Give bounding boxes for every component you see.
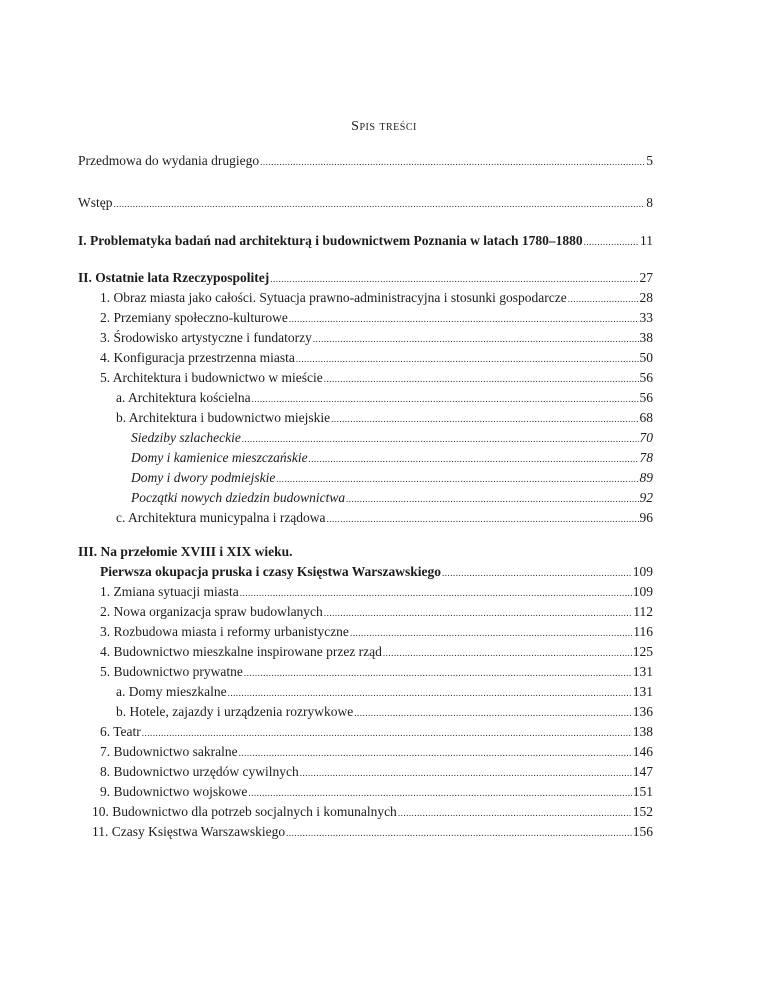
- entry-label: 4. Budownictwo mieszkalne inspirowane przez rząd: [100, 644, 382, 659]
- toc-entry[interactable]: [100, 288, 653, 308]
- entry-page: 56: [639, 390, 653, 405]
- toc-entry[interactable]: [100, 582, 653, 602]
- entry-page: 11: [640, 233, 653, 248]
- entry-label: a. Domy mieszkalne: [116, 684, 227, 699]
- entry-page: 56: [639, 370, 653, 385]
- toc-entry[interactable]: [100, 742, 653, 762]
- entry-page: 50: [639, 350, 653, 365]
- entry-label: 1. Obraz miasta jako całości. Sytuacja prawno-administracyjna i stosunki gospodarcze: [100, 290, 567, 305]
- dot-leader: [239, 743, 632, 763]
- entry-page: 136: [632, 704, 653, 719]
- entry-label: Siedziby szlacheckie: [131, 430, 241, 445]
- entry-page: 38: [639, 330, 653, 345]
- dot-leader: [252, 389, 639, 409]
- entry-page: 109: [632, 584, 653, 599]
- toc-entry[interactable]: [131, 468, 653, 488]
- entry-page: 112: [633, 604, 653, 619]
- entry-page: 68: [639, 410, 653, 425]
- entry-page: 131: [632, 664, 653, 679]
- entry-page: 151: [632, 784, 653, 799]
- entry-label: 3. Środowisko artystyczne i fundatorzy: [100, 330, 312, 345]
- dot-leader: [142, 723, 632, 743]
- toc-entry[interactable]: [116, 682, 653, 702]
- entry-page: 5: [646, 153, 653, 168]
- dot-leader: [398, 803, 632, 823]
- entry-label: I. Problematyka badań nad architekturą i budownictwem Poznania w latach 1780–1880: [78, 233, 583, 248]
- dot-leader: [383, 643, 632, 663]
- dot-leader: [244, 663, 632, 683]
- entry-page: 125: [632, 644, 653, 659]
- entry-label: a. Architektura kościelna: [116, 390, 251, 405]
- entry-label: b. Hotele, zajazdy i urządzenia rozrywkowe: [116, 704, 354, 719]
- toc-entry[interactable]: [100, 762, 653, 782]
- dot-leader: [331, 409, 638, 429]
- toc-entry[interactable]: [100, 328, 653, 348]
- entry-page: 138: [632, 724, 653, 739]
- entry-page: 89: [639, 470, 653, 485]
- dot-leader: [270, 269, 638, 289]
- toc-entry[interactable]: [100, 308, 653, 328]
- entry-label: b. Architektura i budownictwo miejskie: [116, 410, 331, 425]
- dot-leader: [442, 563, 632, 583]
- dot-leader: [248, 783, 631, 803]
- entry-page: 33: [639, 310, 653, 325]
- toc-entry[interactable]: [100, 348, 653, 368]
- dot-leader: [309, 449, 639, 469]
- chapter-3-heading: III. Na przełomie XVIII i XIX wieku.: [78, 544, 293, 559]
- toc-entry[interactable]: [100, 642, 653, 662]
- dot-leader: [114, 194, 646, 214]
- dot-leader: [327, 509, 639, 529]
- entry-page: 8: [646, 195, 653, 210]
- entry-page: 116: [633, 624, 653, 639]
- entry-label: 1. Zmiana sytuacji miasta: [100, 584, 239, 599]
- dot-leader: [242, 429, 639, 449]
- dot-leader: [228, 683, 632, 703]
- toc-entry[interactable]: [131, 488, 653, 508]
- entry-label: Przedmowa do wydania drugiego: [78, 153, 260, 168]
- toc-entry[interactable]: [100, 368, 653, 388]
- dot-leader: [296, 349, 639, 369]
- dot-leader: [300, 763, 632, 783]
- toc-entry[interactable]: [100, 662, 653, 682]
- entry-label: 2. Przemiany społeczno-kulturowe: [100, 310, 288, 325]
- entry-page: 27: [639, 270, 653, 285]
- dot-leader: [313, 329, 639, 349]
- dot-leader: [286, 823, 632, 843]
- entry-label: Wstęp: [78, 195, 113, 210]
- toc-entry-preface[interactable]: [78, 151, 653, 171]
- toc-entry[interactable]: [100, 782, 653, 802]
- entry-label: Początki nowych dziedzin budownictwa: [131, 490, 346, 505]
- dot-leader: [324, 603, 632, 623]
- toc-entry[interactable]: [131, 428, 653, 448]
- entry-label: 4. Konfiguracja przestrzenna miasta: [100, 350, 295, 365]
- entry-label: Domy i dwory podmiejskie: [131, 470, 276, 485]
- entry-page: 28: [639, 290, 653, 305]
- entry-label: 5. Budownictwo prywatne: [100, 664, 243, 679]
- entry-label: 3. Rozbudowa miasta i reformy urbanistyczne: [100, 624, 349, 639]
- dot-leader: [289, 309, 639, 329]
- entry-label: 10. Budownictwo dla potrzeb socjalnych i komunalnych: [92, 804, 397, 819]
- entry-page: 146: [632, 744, 653, 759]
- dot-leader: [324, 369, 639, 389]
- toc-entry-intro[interactable]: [78, 193, 653, 213]
- entry-label: 5. Architektura i budownictwo w mieście: [100, 370, 323, 385]
- entry-page: 70: [639, 430, 653, 445]
- toc-entry-chapter-2[interactable]: [78, 268, 653, 288]
- entry-label: c. Architektura municypalna i rządowa: [116, 510, 326, 525]
- dot-leader: [584, 232, 639, 252]
- toc-entry[interactable]: [92, 802, 653, 822]
- entry-page: 109: [632, 564, 653, 579]
- entry-page: 96: [639, 510, 653, 525]
- entry-page: 147: [632, 764, 653, 779]
- entry-page: 156: [632, 824, 653, 839]
- toc-entry-chapter-1[interactable]: [78, 231, 653, 251]
- dot-leader: [354, 703, 631, 723]
- dot-leader: [240, 583, 632, 603]
- toc-entry[interactable]: [131, 448, 653, 468]
- toc-entry-chapter-3[interactable]: [100, 562, 653, 582]
- toc-entry[interactable]: [116, 702, 653, 722]
- entry-label: 11. Czasy Księstwa Warszawskiego: [92, 824, 286, 839]
- entry-label: 7. Budownictwo sakralne: [100, 744, 238, 759]
- entry-label: 2. Nowa organizacja spraw budowlanych: [100, 604, 323, 619]
- toc-entry[interactable]: [100, 722, 653, 742]
- entry-page: 92: [639, 490, 653, 505]
- toc-entry[interactable]: [116, 408, 653, 428]
- entry-label: Domy i kamienice mieszczańskie: [131, 450, 308, 465]
- dot-leader: [350, 623, 632, 643]
- entry-page: 78: [639, 450, 653, 465]
- toc-entry[interactable]: [116, 388, 653, 408]
- entry-page: 152: [632, 804, 653, 819]
- entry-label: 6. Teatr: [100, 724, 141, 739]
- dot-leader: [260, 152, 645, 172]
- entry-page: 131: [632, 684, 653, 699]
- entry-label: 9. Budownictwo wojskowe: [100, 784, 248, 799]
- entry-label: Pierwsza okupacja pruska i czasy Księstwa Warszawskiego: [100, 564, 441, 579]
- toc-entry[interactable]: [92, 822, 653, 842]
- toc-entry[interactable]: [100, 602, 653, 622]
- toc-title: Spis treści: [351, 119, 417, 134]
- dot-leader: [568, 289, 639, 309]
- toc-entry[interactable]: [100, 622, 653, 642]
- entry-label: 8. Budownictwo urzędów cywilnych: [100, 764, 299, 779]
- toc-entry[interactable]: [116, 508, 653, 528]
- entry-label: II. Ostatnie lata Rzeczypospolitej: [78, 270, 270, 285]
- dot-leader: [346, 489, 638, 509]
- dot-leader: [276, 469, 638, 489]
